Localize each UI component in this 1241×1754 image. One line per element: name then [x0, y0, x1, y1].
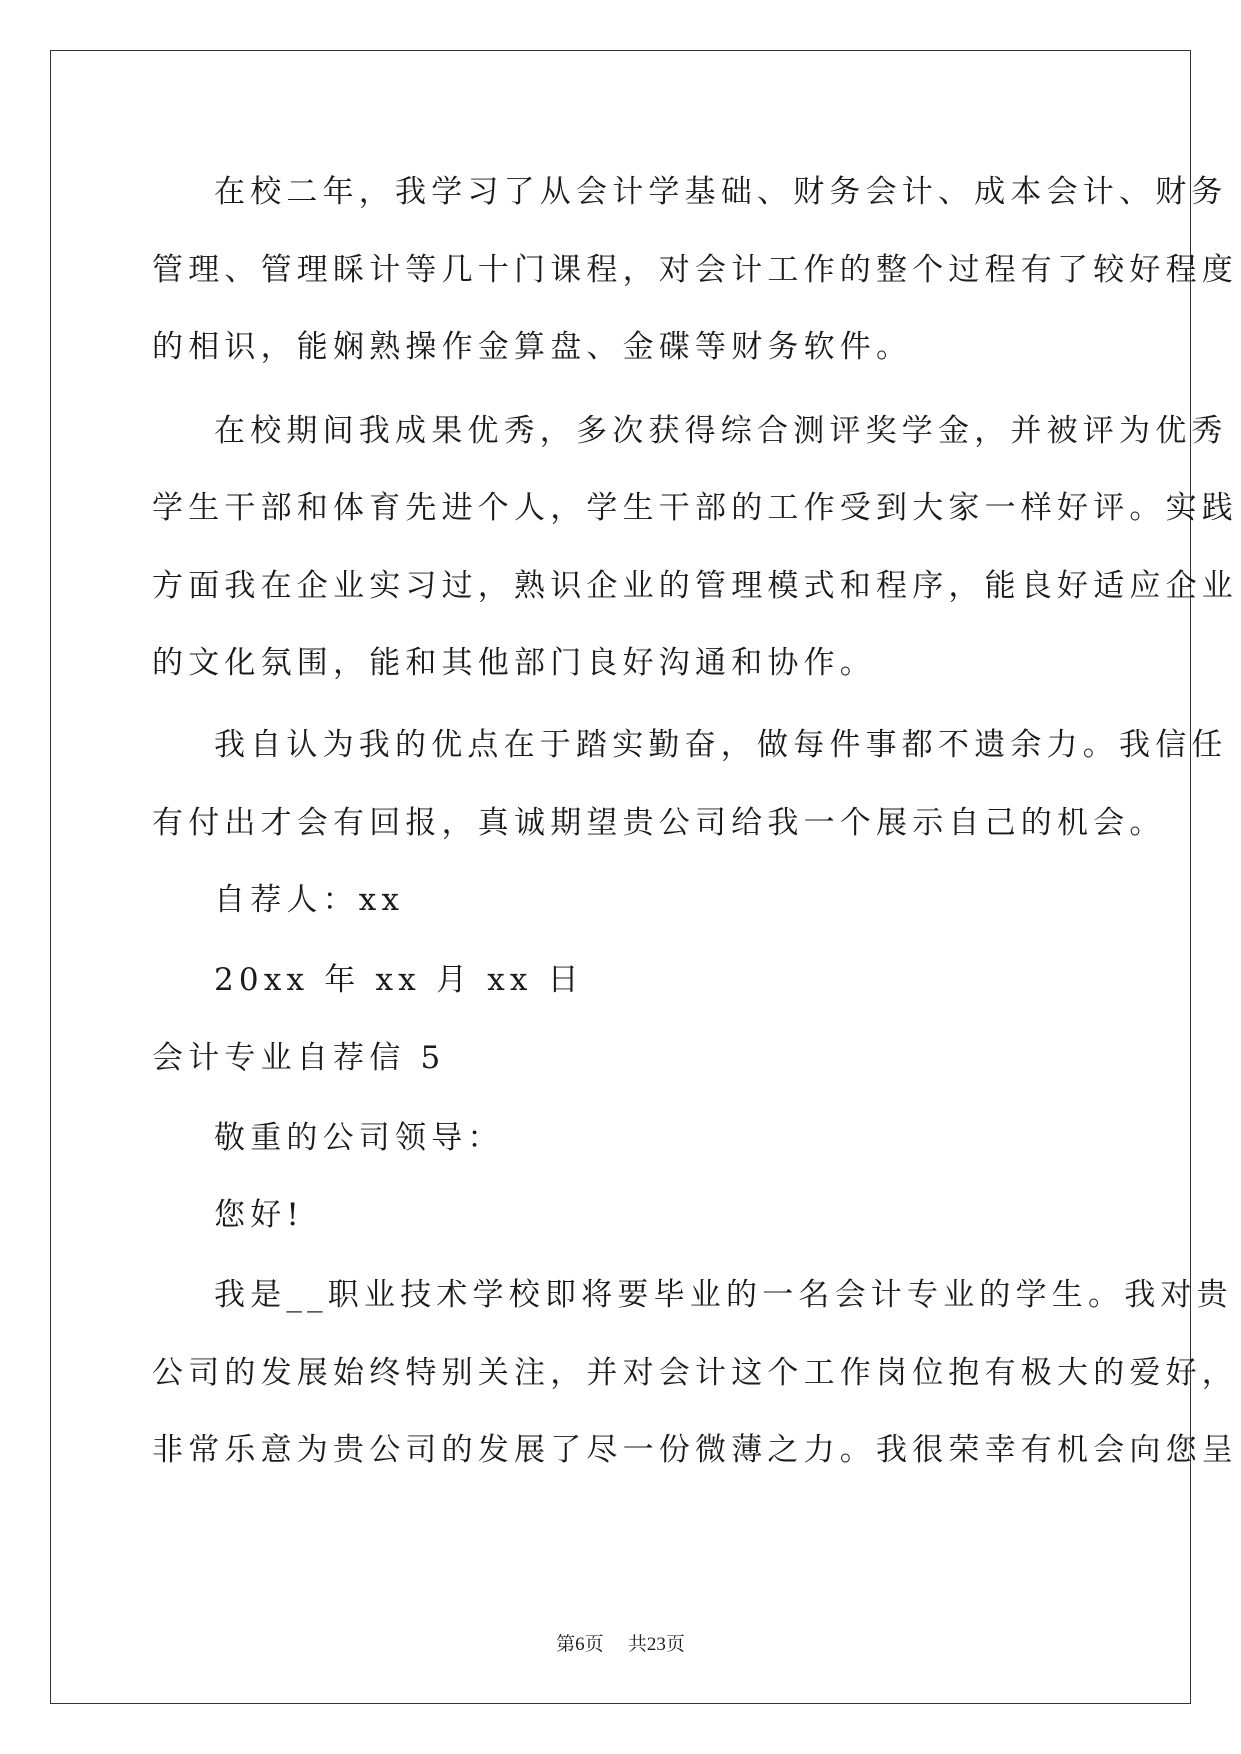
paragraph-line: 的文化氛围，能和其他部门良好沟通和协作。 [152, 645, 876, 681]
paragraph-line: 我自认为我的优点在于踏实勤奋，做每件事都不遗余力。我信任 [214, 727, 1228, 763]
paragraph-line: 管理、管理睬计等几十门课程，对会计工作的整个过程有了较好程度 [152, 252, 1238, 288]
paragraph-line: 有付出才会有回报，真诚期望贵公司给我一个展示自己的机会。 [152, 805, 1166, 841]
paragraph-line: 公司的发展始终特别关注，并对会计这个工作岗位抱有极大的爱好， [152, 1355, 1238, 1391]
paragraph-line: 的相识，能娴熟操作金算盘、金碟等财务软件。 [152, 329, 913, 365]
total-suffix: 页 [665, 1633, 685, 1655]
section-heading: 会计专业自荐信 5 [152, 1040, 446, 1076]
total-pages: 23 [646, 1634, 666, 1655]
greeting-line: 您好! [214, 1197, 305, 1233]
page-suffix: 页 [584, 1633, 604, 1655]
paragraph-line: 我是__职业技术学校即将要毕业的一名会计专业的学生。我对贵 [214, 1277, 1233, 1313]
paragraph-line: 方面我在企业实习过，熟识企业的管理模式和程序，能良好适应企业 [152, 568, 1238, 604]
paragraph-line: 在校二年，我学习了从会计学基础、财务会计、成本会计、财务 [214, 174, 1228, 210]
paragraph-line: 学生干部和体育先进个人，学生干部的工作受到大家一样好评。实践 [152, 490, 1238, 526]
signature-line: 自荐人：xx [214, 882, 405, 918]
page-prefix: 第 [556, 1633, 576, 1655]
salutation-line: 敬重的公司领导： [214, 1120, 504, 1156]
page-number: 6 [575, 1634, 585, 1655]
page-footer [0, 1632, 1241, 1657]
date-line: 20xx 年 xx 月 xx 日 [214, 962, 584, 998]
paragraph-line: 非常乐意为贵公司的发展了尽一份微薄之力。我很荣幸有机会向您呈 [152, 1432, 1238, 1468]
paragraph-line: 在校期间我成果优秀，多次获得综合测评奖学金，并被评为优秀 [214, 413, 1228, 449]
total-prefix: 共 [627, 1633, 647, 1655]
